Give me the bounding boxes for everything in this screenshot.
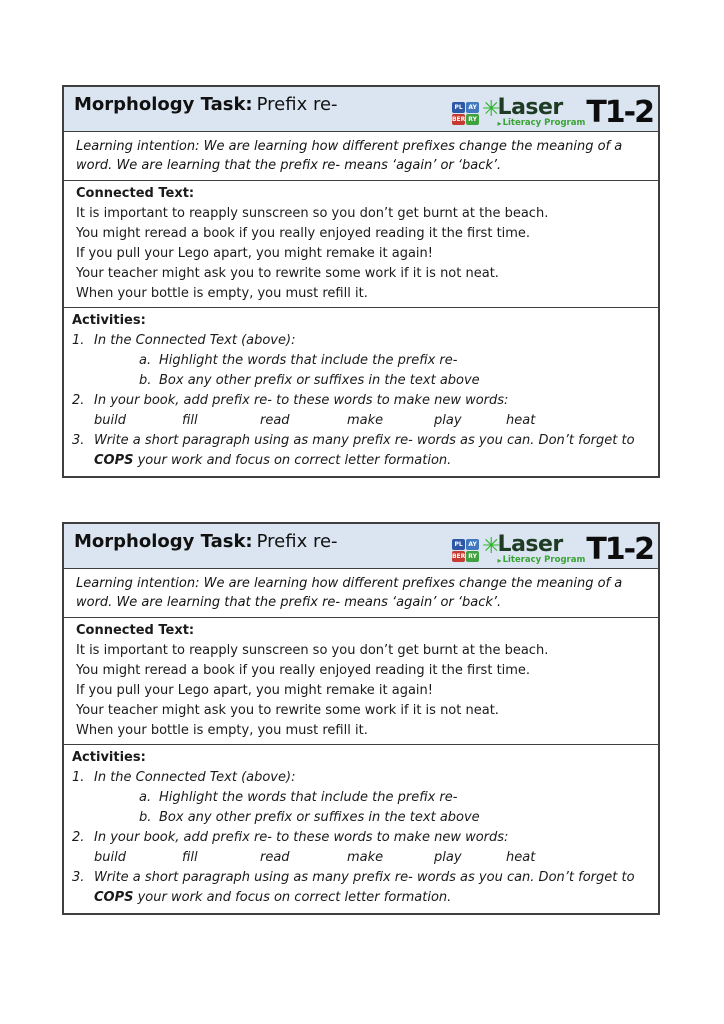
activity-item-1-text: In the Connected Text (above): xyxy=(94,770,296,785)
word-item: make xyxy=(347,413,384,428)
laser-literacy-logo xyxy=(451,532,653,567)
word-item: heat xyxy=(506,850,536,865)
starburst-icon: ✳ xyxy=(482,97,501,122)
list-letter: a. xyxy=(139,353,152,368)
activity-subitem-b-text: Box any other prefix or suffixes in the text above xyxy=(159,810,480,825)
pointer-icon: ▸ xyxy=(497,556,502,565)
logo-subtitle-text: Literacy Program xyxy=(502,118,586,128)
activity-item-3-text xyxy=(94,868,646,908)
puzzle-piece-ry: RY xyxy=(466,551,479,562)
puzzle-piece-ay: AY xyxy=(466,102,479,113)
connected-text-label: Connected Text: xyxy=(76,623,195,638)
list-number: 1. xyxy=(72,333,85,348)
word-item: play xyxy=(434,413,462,428)
connected-text-label: Connected Text: xyxy=(76,186,195,201)
cops-bold: COPS xyxy=(94,890,134,905)
laser-literacy-logo xyxy=(451,95,653,130)
card-title-bold: Morphology Task: xyxy=(74,94,253,115)
activity-item-1 xyxy=(72,768,646,788)
list-letter: a. xyxy=(139,790,152,805)
puzzle-piece-pl: PL xyxy=(452,102,465,113)
activity-item-2 xyxy=(72,391,646,411)
logo-name: Laser xyxy=(497,95,563,120)
activity-item-2-text: In your book, add prefix re- to these words to make new words: xyxy=(94,830,509,845)
list-number: 3. xyxy=(72,433,85,448)
logo-subtitle xyxy=(498,556,586,565)
word-item: heat xyxy=(506,413,536,428)
activity-subitem-a xyxy=(139,788,646,808)
word-list xyxy=(94,848,646,868)
puzzle-piece-ber: BER xyxy=(451,552,466,560)
activity-item-3-pre: Write a short paragraph using as many prefix re- words as you can. Don’t forget to xyxy=(94,870,635,885)
card-title-bold: Morphology Task: xyxy=(74,531,253,552)
word-item: build xyxy=(94,413,126,428)
connected-text-line: It is important to reapply sunscreen so you don’t get burnt at the beach. xyxy=(76,643,549,658)
connected-text-line: You might reread a book if you really enjoyed reading it the first time. xyxy=(76,226,531,241)
puzzle-piece-ry: RY xyxy=(466,114,479,125)
activity-subitem-b-text: Box any other prefix or suffixes in the text above xyxy=(159,373,480,388)
activity-subitem-b xyxy=(139,371,646,391)
activities-label: Activities: xyxy=(72,750,146,765)
activities-section xyxy=(64,307,658,476)
learning-intention: Learning intention: We are learning how different prefixes change the meaning of a word. We are learning that the prefix re- means ‘again’ or ‘back’. xyxy=(64,131,658,180)
activities-label: Activities: xyxy=(72,313,146,328)
logo-subtitle xyxy=(498,119,586,128)
word-item: build xyxy=(94,850,126,865)
puzzle-piece-ay: AY xyxy=(466,539,479,550)
playberry-puzzle-icon xyxy=(452,539,479,562)
activity-subitem-a-text: Highlight the words that include the prefix re- xyxy=(159,790,458,805)
activity-item-3 xyxy=(72,868,646,908)
card-header xyxy=(64,87,658,131)
connected-text-section xyxy=(64,617,658,744)
word-item: read xyxy=(260,413,290,428)
activity-item-3-pre: Write a short paragraph using as many prefix re- words as you can. Don’t forget to xyxy=(94,433,635,448)
playberry-puzzle-icon xyxy=(452,102,479,125)
activity-item-2-text: In your book, add prefix re- to these words to make new words: xyxy=(94,393,509,408)
list-number: 2. xyxy=(72,830,85,845)
list-number: 2. xyxy=(72,393,85,408)
morphology-task-card xyxy=(62,85,660,478)
activity-subitem-a xyxy=(139,351,646,371)
connected-text-line: You might reread a book if you really enjoyed reading it the first time. xyxy=(76,663,531,678)
word-list xyxy=(94,411,646,431)
connected-text-line: Your teacher might ask you to rewrite some work if it is not neat. xyxy=(76,703,499,718)
list-letter: b. xyxy=(139,373,152,388)
list-letter: b. xyxy=(139,810,152,825)
word-item: fill xyxy=(182,413,198,428)
list-number: 3. xyxy=(72,870,85,885)
connected-text-line: When your bottle is empty, you must refill it. xyxy=(76,286,368,301)
learning-intention: Learning intention: We are learning how different prefixes change the meaning of a word. We are learning that the prefix re- means ‘again’ or ‘back’. xyxy=(64,568,658,617)
connected-text-line: Your teacher might ask you to rewrite some work if it is not neat. xyxy=(76,266,499,281)
card-title-topic: Prefix re- xyxy=(256,94,338,115)
activity-subitem-a-text: Highlight the words that include the prefix re- xyxy=(159,353,458,368)
logo-subtitle-text: Literacy Program xyxy=(502,555,586,565)
pointer-icon: ▸ xyxy=(497,119,502,128)
activity-subitem-b xyxy=(139,808,646,828)
card-header xyxy=(64,524,658,568)
card-title-topic: Prefix re- xyxy=(256,531,338,552)
activity-item-3-text xyxy=(94,431,646,471)
activity-item-2 xyxy=(72,828,646,848)
activity-item-3-post: your work and focus on correct letter formation. xyxy=(133,453,452,468)
logo-name: Laser xyxy=(497,532,563,557)
logo-text-stack xyxy=(497,95,586,128)
activity-item-3 xyxy=(72,431,646,471)
logo-tag: T1-2 xyxy=(586,532,653,567)
list-number: 1. xyxy=(72,770,85,785)
morphology-task-card xyxy=(62,522,660,915)
puzzle-piece-ber: BER xyxy=(451,115,466,123)
word-item: make xyxy=(347,850,384,865)
word-item: play xyxy=(434,850,462,865)
word-item: read xyxy=(260,850,290,865)
connected-text-line: When your bottle is empty, you must refill it. xyxy=(76,723,368,738)
connected-text-line: It is important to reapply sunscreen so you don’t get burnt at the beach. xyxy=(76,206,549,221)
activity-item-1-text: In the Connected Text (above): xyxy=(94,333,296,348)
activity-item-1 xyxy=(72,331,646,351)
activities-section xyxy=(64,744,658,913)
connected-text-line: If you pull your Lego apart, you might remake it again! xyxy=(76,683,433,698)
word-item: fill xyxy=(182,850,198,865)
logo-text-stack xyxy=(497,532,586,565)
cops-bold: COPS xyxy=(94,453,134,468)
puzzle-piece-pl: PL xyxy=(452,539,465,550)
logo-tag: T1-2 xyxy=(586,95,653,130)
starburst-icon: ✳ xyxy=(482,534,501,559)
connected-text-section xyxy=(64,180,658,307)
activity-item-3-post: your work and focus on correct letter formation. xyxy=(133,890,452,905)
connected-text-line: If you pull your Lego apart, you might remake it again! xyxy=(76,246,433,261)
